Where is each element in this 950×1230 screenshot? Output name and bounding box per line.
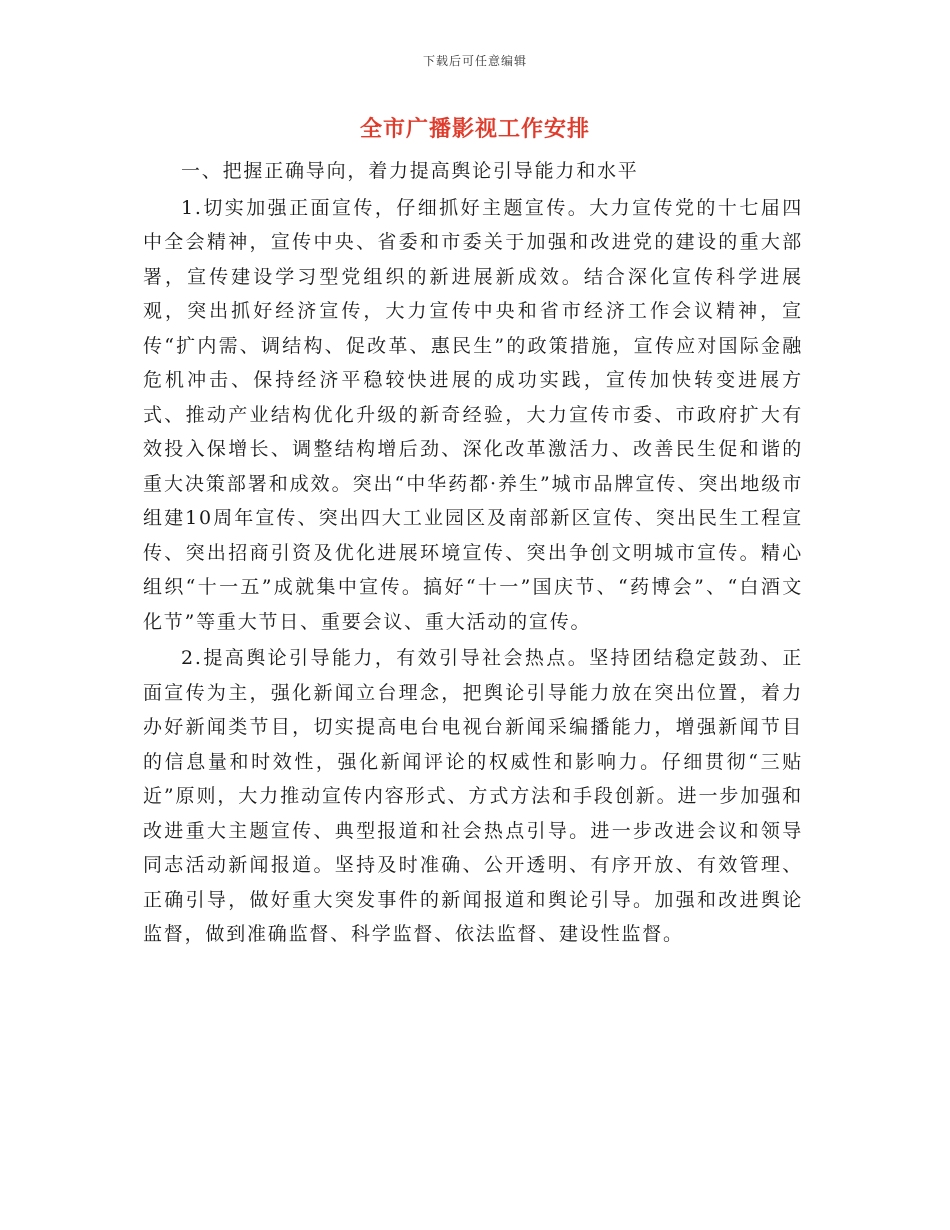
section-heading: 一、把握正确导向，着力提高舆论引导能力和水平	[181, 160, 639, 182]
document-body	[143, 154, 803, 952]
header-note: 下载后可任意编辑	[422, 54, 527, 68]
paragraph-1: 1.切实加强正面宣传，仔细抓好主题宣传。大力宣传党的十七届四中全会精神，宣传中央、省委和市委关于加强和改进党的建设的重大部署，宣传建设学习型党组织的新进展新成效。结合深化宣传科学进展观，突出抓好经济宣传，大力宣传中央和省市经济工作会议精神，宣传“扩内需、调结构、促改革、惠民生”的政策措施，宣传应对国际金融危机冲击、保持经济平稳较快进展的成功实践，宣传加快转变进展方式、推动产业结构优化升级的新奇经验，大力宣传市委、市政府扩大有效投入保增长、调整结构增后劲、深化改革激活力、改善民生促和谐的重大决策部署和成效。突出“中华药都·养生”城市品牌宣传、突出地级市组建10周年宣传、突出四大工业园区及南部新区宣传、突出民生工程宣传、突出招商引资及优化进展环境宣传、突出争创文明城市宣传。精心组织“十一五”成就集中宣传。搞好“十一”国庆节、“药博会”、“白酒文化节”等重大节日、重要会议、重大活动的宣传。	[143, 196, 803, 633]
paragraph-2: 2.提高舆论引导能力，有效引导社会热点。坚持团结稳定鼓劲、正面宣传为主，强化新闻立台理念，把舆论引导能力放在突出位置，着力办好新闻类节目，切实提高电台电视台新闻采编播能力，增强新闻节目的信息量和时效性，强化新闻评论的权威性和影响力。仔细贯彻“三贴近”原则，大力推动宣传内容形式、方式方法和手段创新。进一步加强和改进重大主题宣传、典型报道和社会热点引导。进一步改进会议和领导同志活动新闻报道。坚持及时准确、公开透明、有序开放、有效管理、正确引导，做好重大突发事件的新闻报道和舆论引导。加强和改进舆论监督，做到准确监督、科学监督、依法监督、建设性监督。	[143, 647, 803, 945]
document-title: 全市广播影视工作安排	[359, 117, 590, 142]
